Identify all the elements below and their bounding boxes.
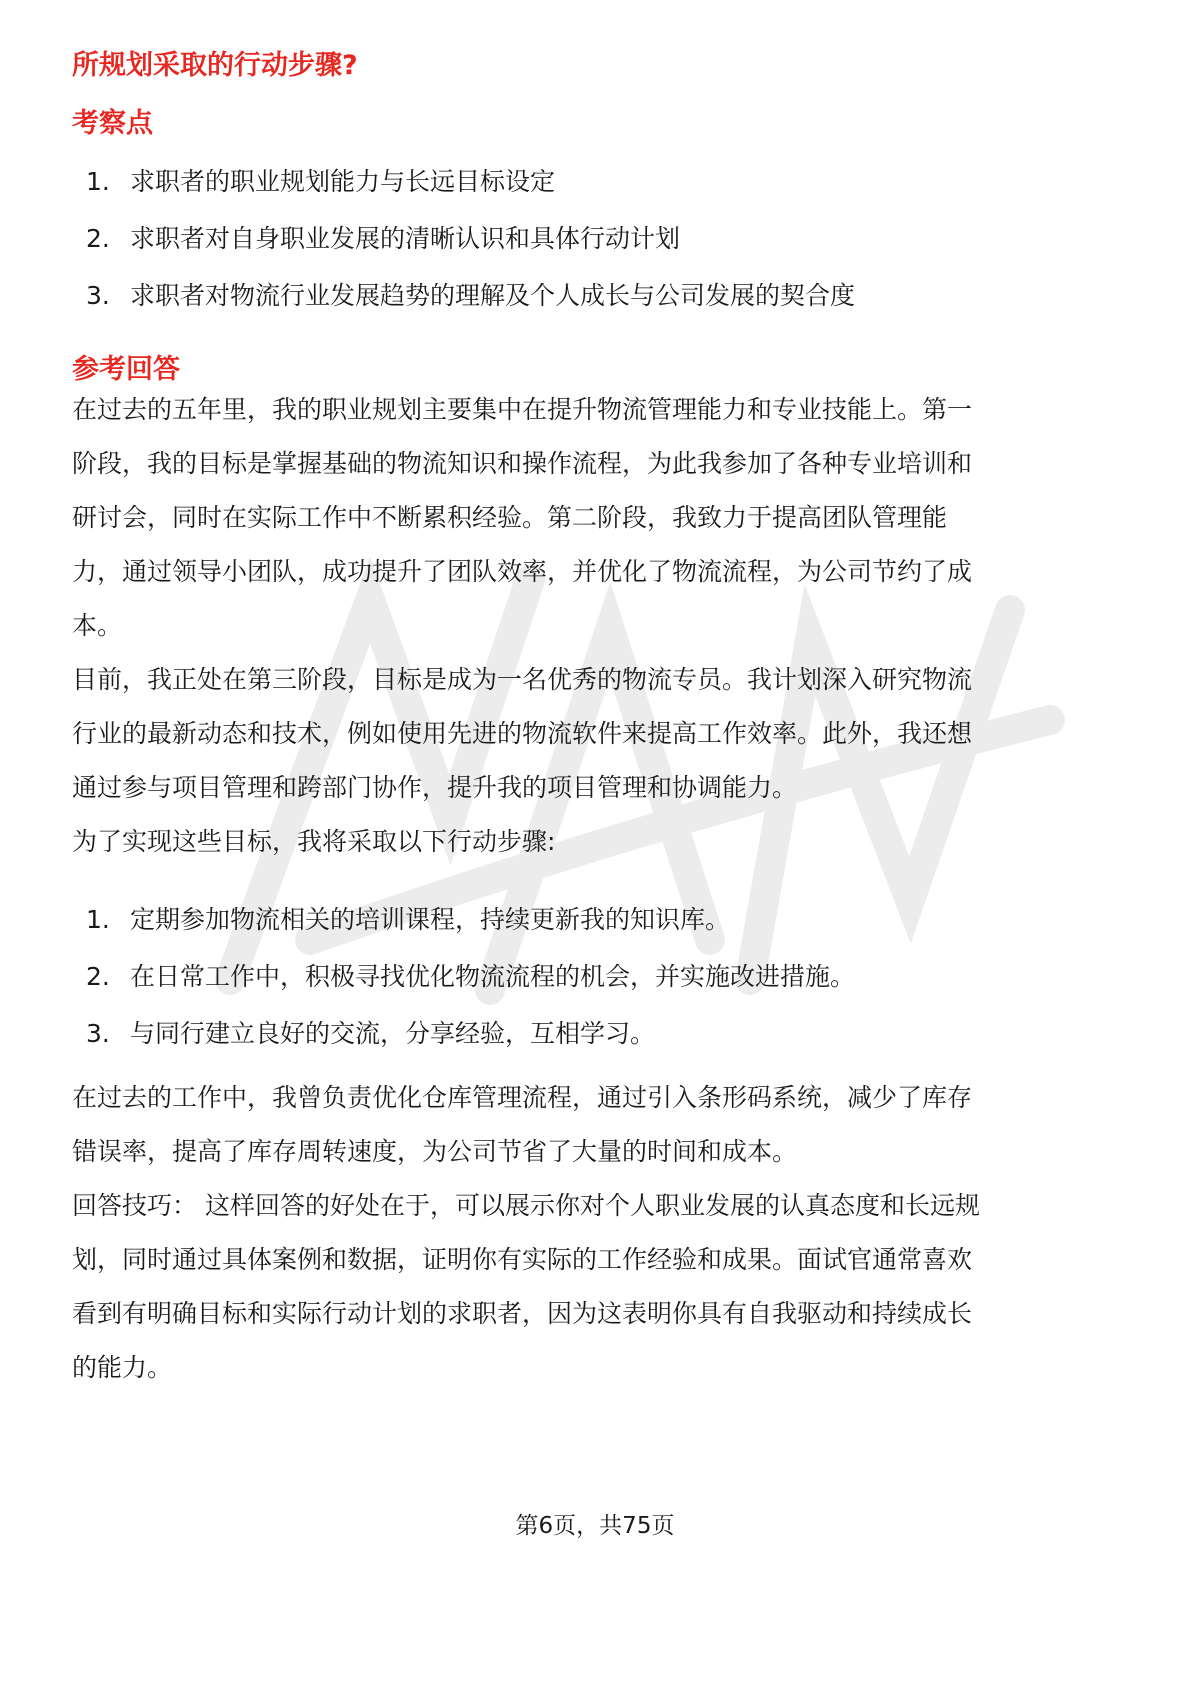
exam-points-heading: 考察点	[72, 108, 153, 139]
list-item-text: 定期参加物流相关的培训课程，持续更新我的知识库。	[130, 905, 731, 934]
answer-paragraph-2	[72, 660, 1122, 822]
list-item-text: 与同行建立良好的交流，分享经验，互相学习。	[130, 1019, 656, 1048]
text-line: 研讨会，同时在实际工作中不断累积经验。第二阶段，我致力于提高团队管理能	[72, 503, 948, 532]
list-item-number: 3.	[86, 281, 110, 310]
text-line: 看到有明确目标和实际行动计划的求职者，因为这表明你具有自我驱动和持续成长	[72, 1299, 973, 1328]
text-line: 的能力。	[72, 1353, 173, 1382]
list-item-text: 求职者对物流行业发展趋势的理解及个人成长与公司发展的契合度	[130, 281, 856, 310]
exam-points-list	[72, 162, 1122, 316]
text-line: 回答技巧： 这样回答的好处在于，可以展示你对个人职业发展的认真态度和长远规	[72, 1191, 980, 1220]
list-item	[72, 219, 1122, 259]
text-line: 错误率，提高了库存周转速度，为公司节省了大量的时间和成本。	[72, 1137, 798, 1166]
text-line: 行业的最新动态和技术，例如使用先进的物流软件来提高工作效率。此外，我还想	[72, 719, 973, 748]
text-line: 力，通过领导小团队，成功提升了团队效率，并优化了物流流程，为公司节约了成	[72, 557, 973, 586]
answer-paragraph-1	[72, 390, 1122, 660]
text-line: 划，同时通过具体案例和数据，证明你有实际的工作经验和成果。面试官通常喜欢	[72, 1245, 973, 1274]
answer-paragraph-4	[72, 1078, 1122, 1186]
list-item-number: 3.	[86, 1019, 110, 1048]
answer-tips-paragraph	[72, 1186, 1122, 1402]
text-line: 在过去的工作中，我曾负责优化仓库管理流程，通过引入条形码系统，减少了库存	[72, 1083, 973, 1112]
list-item	[72, 276, 1122, 316]
list-item-text: 在日常工作中，积极寻找优化物流流程的机会，并实施改进措施。	[130, 962, 856, 991]
list-item	[72, 957, 1122, 997]
list-item-text: 求职者的职业规划能力与长远目标设定	[130, 167, 556, 196]
question-title: 所规划采取的行动步骤?	[72, 50, 358, 81]
list-item-number: 1.	[86, 167, 110, 196]
action-steps-list	[72, 900, 1122, 1054]
text-line: 阶段，我的目标是掌握基础的物流知识和操作流程，为此我参加了各种专业培训和	[72, 449, 973, 478]
list-item	[72, 900, 1122, 940]
list-item	[72, 1014, 1122, 1054]
list-item-number: 1.	[86, 905, 110, 934]
answer-paragraph-3	[72, 822, 1122, 876]
text-line: 本。	[72, 611, 123, 640]
list-item-number: 2.	[86, 962, 110, 991]
text-line: 为了实现这些目标，我将采取以下行动步骤:	[72, 827, 556, 856]
list-item-number: 2.	[86, 224, 110, 253]
document-page	[72, 40, 1122, 1402]
text-line: 在过去的五年里，我的职业规划主要集中在提升物流管理能力和专业技能上。第一	[72, 395, 973, 424]
list-item-text: 求职者对自身职业发展的清晰认识和具体行动计划	[130, 224, 681, 253]
answer-heading: 参考回答	[72, 354, 180, 385]
text-line: 目前，我正处在第三阶段，目标是成为一名优秀的物流专员。我计划深入研究物流	[72, 665, 973, 694]
list-item	[72, 162, 1122, 202]
text-line: 通过参与项目管理和跨部门协作，提升我的项目管理和协调能力。	[72, 773, 798, 802]
page-number-footer: 第6页，共75页	[515, 1513, 675, 1539]
